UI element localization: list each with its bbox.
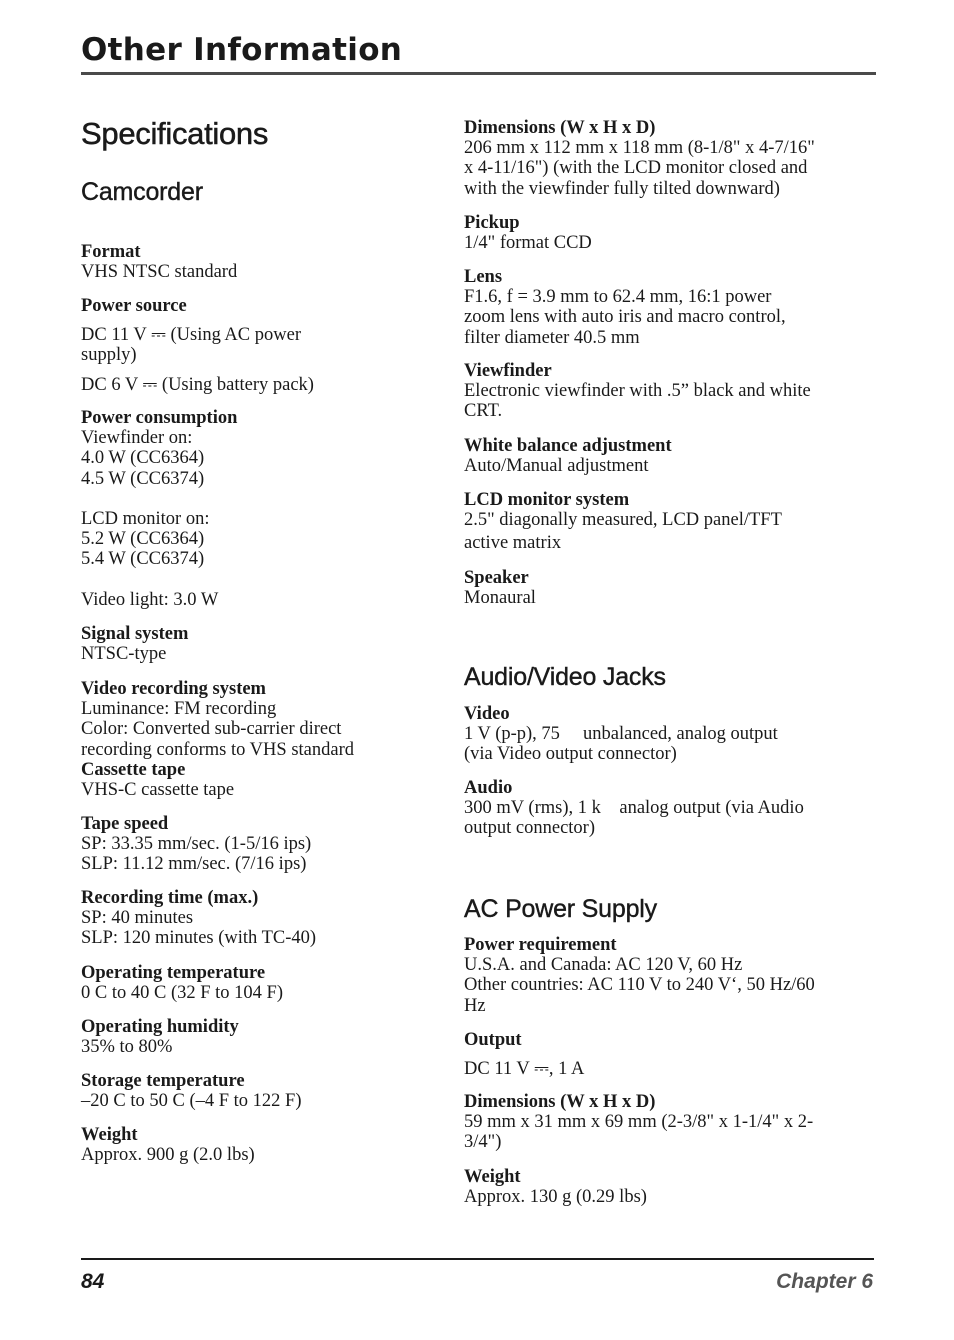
spec-label: Cassette tape (81, 760, 186, 780)
spec-value: Approx. 130 g (0.29 lbs) (464, 1187, 647, 1207)
spec-value: SLP: 120 minutes (with TC-40) (81, 928, 317, 949)
spec-storage-temperature (81, 1071, 301, 1111)
spec-value: F1.6, f = 3.9 mm to 62.4 mm, 16:1 power (464, 287, 772, 307)
spec-label: Output (464, 1030, 522, 1050)
spec-recording-time (81, 888, 316, 949)
spec-label: Format (81, 242, 141, 262)
spec-value: Video light: 3.0 W (81, 589, 219, 610)
spec-value: SP: 33.35 mm/sec. (1-5/16 ips) (81, 834, 312, 854)
spec-label: Video (464, 704, 510, 724)
spec-value: Viewfinder on: (81, 428, 193, 448)
spec-label: Video recording system (81, 679, 266, 699)
spec-ac-dimensions (464, 1092, 813, 1153)
spec-label: Pickup (464, 213, 520, 233)
spec-video (464, 704, 778, 765)
spec-label: Recording time (max.) (81, 888, 259, 908)
spec-value: 2.5" diagonally measured, LCD panel/TFT (464, 510, 782, 530)
spec-label: Power source (81, 296, 187, 316)
spec-value: Other countries: AC 110 V to 240 V‘, 50 Hz/60 (464, 975, 815, 996)
spec-value: DC 11 V ⎓, 1 A (464, 1059, 585, 1079)
spec-value: output connector) (464, 818, 595, 839)
header-rule (81, 72, 876, 75)
spec-label: Tape speed (81, 814, 169, 834)
spec-value: DC 11 V ⎓ (Using AC power (81, 325, 301, 345)
chapter-label: Chapter 6 (776, 1270, 873, 1293)
spec-label: Operating temperature (81, 963, 266, 983)
spec-label: Lens (464, 267, 503, 287)
spec-label: Operating humidity (81, 1017, 239, 1037)
spec-spacer (81, 570, 237, 590)
section-title-av-jacks: Audio/Video Jacks (464, 663, 666, 691)
spec-label: Signal system (81, 624, 189, 644)
spec-value: filter diameter 40.5 mm (464, 327, 640, 348)
spec-value: Approx. 900 g (2.0 lbs) (81, 1145, 255, 1165)
spec-value: Electronic viewfinder with .5” black and white (464, 381, 811, 401)
spec-value: Color: Converted sub-carrier direct (81, 719, 342, 740)
spec-value: VHS-C cassette tape (81, 780, 235, 800)
spec-value: 5.4 W (CC6374) (81, 549, 205, 570)
spec-tape-speed (81, 814, 311, 875)
spec-value: SLP: 11.12 mm/sec. (7/16 ips) (81, 854, 307, 875)
spec-value: 0 C to 40 C (32 F to 104 F) (81, 983, 283, 1003)
spec-output (464, 1030, 584, 1079)
spec-power-source (81, 296, 314, 395)
spec-label: Storage temperature (81, 1071, 245, 1091)
spec-spacer (81, 489, 237, 509)
spec-label: Dimensions (W x H x D) (464, 1092, 656, 1112)
spec-speaker (464, 568, 536, 608)
spec-viewfinder (464, 361, 811, 422)
spec-value: 1/4" format CCD (464, 233, 592, 253)
spec-value: 3/4") (464, 1132, 502, 1153)
spec-value: DC 6 V ⎓ (Using battery pack) (81, 374, 314, 395)
spec-value: Luminance: FM recording (81, 699, 277, 719)
spec-value: Auto/Manual adjustment (464, 456, 649, 476)
spec-label: Power requirement (464, 935, 617, 955)
spec-label: Audio (464, 778, 513, 798)
spec-label: Power consumption (81, 408, 238, 428)
spec-label: Dimensions (W x H x D) (464, 118, 656, 138)
spec-operating-temperature (81, 963, 283, 1003)
spec-pickup (464, 213, 592, 253)
spec-value: recording conforms to VHS standard (81, 739, 354, 760)
spec-value: 1 V (p-p), 75 unbalanced, analog output (464, 724, 778, 744)
spec-value: with the viewfinder fully tilted downward) (464, 178, 780, 199)
spec-value: zoom lens with auto iris and macro control, (464, 307, 786, 328)
spec-power-requirement (464, 935, 815, 1016)
spec-label: Weight (81, 1125, 138, 1145)
spec-value: Monaural (464, 588, 536, 608)
spec-cassette-tape (81, 760, 234, 800)
spec-value: VHS NTSC standard (81, 262, 238, 282)
spec-value: x 4-11/16") (with the LCD monitor closed and (464, 158, 808, 179)
spec-value: 59 mm x 31 mm x 69 mm (2-3/8" x 1-1/4" x 2- (464, 1112, 814, 1132)
spec-value: supply) (81, 345, 137, 366)
spec-label: Viewfinder (464, 361, 552, 381)
page-number: 84 (81, 1270, 105, 1293)
spec-value: 4.0 W (CC6364) (81, 448, 205, 469)
spec-format (81, 242, 237, 282)
spec-value: 206 mm x 112 mm x 118 mm (8-1/8" x 4-7/16" (464, 138, 815, 158)
spec-value: 5.2 W (CC6364) (81, 529, 205, 550)
header-title: Other Information (81, 32, 403, 68)
spec-label: Weight (464, 1167, 521, 1187)
spec-video-recording-system (81, 679, 354, 760)
spec-white-balance (464, 436, 672, 476)
spec-value: 300 mV (rms), 1 k analog output (via Audio (464, 798, 804, 818)
spec-audio (464, 778, 804, 839)
spec-value: (via Video output connector) (464, 744, 677, 765)
spec-value: Hz (464, 995, 486, 1016)
spec-label: LCD monitor system (464, 490, 630, 510)
section-title-camcorder: Camcorder (81, 178, 203, 206)
spec-weight (81, 1125, 255, 1165)
page-title: Specifications (81, 116, 269, 151)
spec-lens (464, 267, 786, 348)
spec-value: –20 C to 50 C (–4 F to 122 F) (81, 1091, 302, 1111)
spec-label: Speaker (464, 568, 529, 588)
spec-lcd-monitor-system (464, 490, 782, 554)
spec-value: NTSC-type (81, 644, 167, 664)
spec-label: White balance adjustment (464, 436, 672, 456)
spec-power-consumption (81, 408, 237, 610)
spec-value: SP: 40 minutes (81, 908, 194, 928)
section-title-ac-power: AC Power Supply (464, 895, 657, 923)
spec-dimensions (464, 118, 815, 199)
spec-value: 35% to 80% (81, 1037, 173, 1057)
spec-operating-humidity (81, 1017, 239, 1057)
spec-value: CRT. (464, 401, 503, 422)
footer-rule (81, 1258, 874, 1260)
spec-value: U.S.A. and Canada: AC 120 V, 60 Hz (464, 955, 743, 975)
spec-value: LCD monitor on: (81, 508, 210, 529)
spec-value: active matrix (464, 533, 562, 554)
spec-signal-system (81, 624, 188, 664)
spec-value: 4.5 W (CC6374) (81, 468, 205, 489)
spec-ac-weight (464, 1167, 647, 1207)
